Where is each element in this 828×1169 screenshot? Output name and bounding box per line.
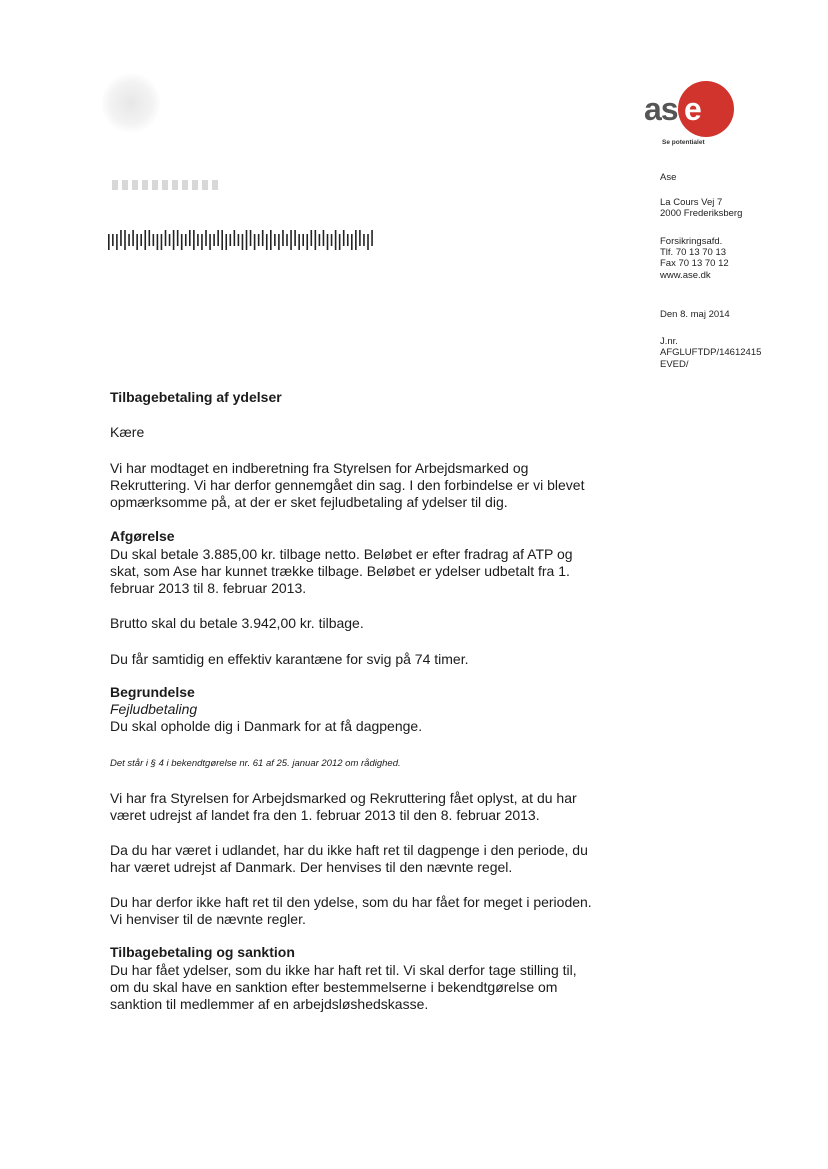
ikke-ret-line: Du har derfor ikke haft ret til den ydelse, som du har fået for meget i perioden.	[110, 894, 592, 910]
barcode-bar	[124, 230, 126, 250]
sender-fax: Fax 70 13 70 12	[660, 258, 729, 269]
barcode-bar	[169, 234, 171, 246]
sanktion-line: Du har fået ydelser, som du ikke har haft ret til. Vi skal derfor tage stilling til,	[110, 962, 577, 978]
barcode-bar	[238, 234, 240, 246]
jnr-value: AFGLUFTDP/14612415	[660, 347, 762, 358]
barcode-bar	[355, 230, 357, 250]
barcode-bar	[335, 230, 337, 250]
barcode-bar	[157, 234, 159, 250]
barcode-bar	[270, 230, 272, 250]
intro-paragraph	[110, 460, 640, 511]
barcode-bar	[149, 230, 151, 246]
intro-line: opmærksomme på, at der er sket fejludbetaling af ydelser til dig.	[110, 494, 508, 510]
sanktion-line: sanktion til medlemmer af en arbejdsløshedskasse.	[110, 996, 429, 1012]
barcode-bar	[120, 230, 122, 246]
barcode-bar	[144, 230, 146, 250]
barcode-bar	[359, 230, 361, 246]
begrundelse-heading: Begrundelse	[110, 684, 195, 700]
barcode-bar	[254, 234, 256, 250]
udland-line: Da du har været i udlandet, har du ikke haft ret til dagpenge i den periode, du	[110, 842, 588, 858]
barcode-bar	[197, 234, 199, 246]
begrundelse-subheading: Fejludbetaling	[110, 701, 198, 717]
letter-date: Den 8. maj 2014	[660, 309, 730, 320]
begrundelse-text: Du skal opholde dig i Danmark for at få dagpenge.	[110, 718, 423, 734]
barcode-bar	[128, 234, 130, 246]
barcode-bar	[294, 230, 296, 246]
sanktion-paragraph	[110, 962, 640, 1013]
udland-paragraph	[110, 842, 640, 876]
barcode-bar	[343, 230, 345, 246]
barcode-bar	[351, 234, 353, 250]
barcode-bar	[327, 234, 329, 250]
barcode-bar	[234, 230, 236, 246]
barcode-bar	[363, 234, 365, 246]
barcode-bar	[242, 234, 244, 250]
barcode-bar	[258, 234, 260, 246]
barcode-bar	[136, 234, 138, 250]
sender-address-2: 2000 Frederiksberg	[660, 208, 743, 219]
svg-text:as: as	[644, 91, 678, 127]
barcode-bar	[177, 230, 179, 246]
faded-recipient-text	[112, 180, 222, 190]
barcode-bar	[302, 234, 304, 246]
barcode-bar	[193, 230, 195, 250]
letter-title: Tilbagebetaling af ydelser	[110, 389, 282, 405]
barcode-bar	[319, 234, 321, 246]
barcode-bar	[201, 234, 203, 250]
barcode-bar	[262, 230, 264, 246]
svg-text:e: e	[684, 91, 702, 127]
udland-line: har været udrejst af Danmark. Der henvises til den nævnte regel.	[110, 859, 513, 875]
barcode-bar	[266, 234, 268, 250]
barcode-bar	[205, 230, 207, 246]
afgorelse-line: skat, som Ase har kunnet trække tilbage. Beløbet er ydelser udbetalt fra 1.	[110, 563, 570, 579]
barcode-bar	[315, 230, 317, 250]
barcode-bar	[132, 230, 134, 246]
barcode-bar	[225, 234, 227, 250]
oplyst-line: Vi har fra Styrelsen for Arbejdsmarked og Rekruttering fået oplyst, at du har	[110, 790, 577, 806]
reference: EVED/	[660, 359, 689, 370]
ase-logo	[640, 78, 736, 144]
barcode-bar	[286, 234, 288, 246]
barcode-bar	[278, 234, 280, 250]
barcode-bar	[331, 234, 333, 246]
sender-name: Ase	[660, 172, 677, 183]
sender-address-1: La Cours Vej 7	[660, 197, 723, 208]
brutto-text: Brutto skal du betale 3.942,00 kr. tilbage.	[110, 615, 364, 631]
barcode-bar	[213, 234, 215, 246]
intro-line: Rekruttering. Vi har derfor gennemgået din sag. I den forbindelse er vi blevet	[110, 477, 585, 493]
barcode-bar	[274, 234, 276, 246]
barcode-bar	[140, 234, 142, 246]
ikke-ret-paragraph	[110, 894, 640, 928]
barcode-bar	[246, 230, 248, 250]
sender-dept: Forsikringsafd.	[660, 236, 723, 247]
barcode-bar	[173, 230, 175, 250]
barcode-bar	[209, 234, 211, 250]
barcode-bar	[311, 230, 313, 246]
barcode-bar	[185, 234, 187, 246]
barcode-bar	[217, 230, 219, 246]
barcode-bar	[371, 230, 373, 246]
afgorelse-paragraph	[110, 546, 640, 597]
ikke-ret-line: Vi henviser til de nævnte regler.	[110, 911, 306, 927]
afgorelse-heading: Afgørelse	[110, 528, 175, 544]
barcode-bar	[290, 230, 292, 250]
barcode-bar	[165, 230, 167, 246]
karantaene-text: Du får samtidig en effektiv karantæne for svig på 74 timer.	[110, 651, 469, 667]
sanktion-line: om du skal have en sanktion efter bestemmelserne i bekendtgørelse om	[110, 979, 558, 995]
afgorelse-line: februar 2013 til 8. februar 2013.	[110, 580, 307, 596]
greeting: Kære	[110, 424, 145, 440]
barcode-bar	[339, 234, 341, 250]
postal-barcode	[107, 230, 379, 250]
barcode-bar	[298, 234, 300, 250]
barcode-bar	[108, 234, 110, 250]
jnr-label: J.nr.	[660, 336, 678, 347]
oplyst-line: været udrejst af landet fra den 1. februar 2013 til den 8. februar 2013.	[110, 807, 540, 823]
barcode-bar	[153, 234, 155, 246]
faded-stamp	[102, 72, 160, 134]
legal-reference: Det står i § 4 i bekendtgørelse nr. 61 af 25. januar 2012 om rådighed.	[110, 758, 401, 769]
oplyst-paragraph	[110, 790, 640, 824]
sender-phone: Tlf. 70 13 70 13	[660, 247, 727, 258]
barcode-bar	[282, 230, 284, 246]
sender-web: www.ase.dk	[660, 270, 711, 281]
logo-tagline: Se potentialet	[662, 139, 705, 146]
barcode-bar	[230, 234, 232, 246]
barcode-bar	[347, 234, 349, 246]
barcode-bar	[250, 230, 252, 246]
barcode-bar	[116, 234, 118, 250]
barcode-bar	[189, 230, 191, 246]
sanktion-heading: Tilbagebetaling og sanktion	[110, 944, 295, 960]
afgorelse-line: Du skal betale 3.885,00 kr. tilbage netto. Beløbet er efter fradrag af ATP og	[110, 546, 573, 562]
barcode-bar	[112, 234, 114, 246]
barcode-bar	[323, 230, 325, 246]
barcode-bar	[367, 234, 369, 250]
barcode-bar	[221, 230, 223, 250]
barcode-bar	[181, 234, 183, 250]
intro-line: Vi har modtaget en indberetning fra Styrelsen for Arbejdsmarked og	[110, 460, 529, 476]
barcode-bar	[306, 234, 308, 250]
barcode-bar	[161, 234, 163, 250]
